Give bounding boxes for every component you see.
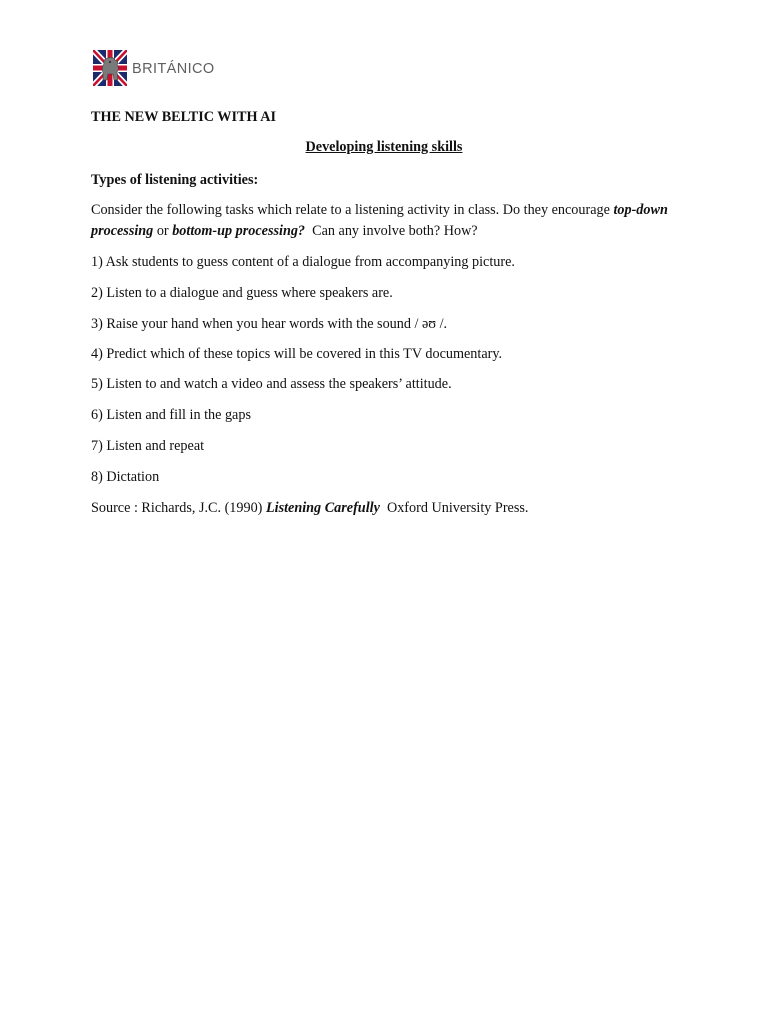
list-item: 2) Listen to a dialogue and guess where speakers are. (91, 285, 393, 301)
source-citation (91, 498, 528, 519)
britanico-logo (93, 50, 215, 86)
list-item: 8) Dictation (91, 469, 160, 485)
intro-paragraph (91, 200, 681, 242)
document-title: THE NEW BELTIC WITH AI (91, 109, 277, 125)
section-heading: Developing listening skills (305, 139, 463, 155)
source-prefix: Source : Richards, J.C. (1990) (91, 500, 266, 516)
intro-text: or (153, 223, 173, 239)
list-item: 1) Ask students to guess content of a dialogue from accompanying picture. (91, 254, 515, 270)
intro-text: Can any involve both? How? (305, 223, 478, 239)
list-item: 3) Raise your hand when you hear words with the sound / əʊ /. (91, 316, 448, 332)
intro-emphasis-top-down: top-down processing (91, 202, 668, 239)
source-suffix: Oxford University Press. (379, 500, 529, 516)
list-item: 6) Listen and fill in the gaps (91, 407, 251, 423)
list-item: 5) Listen to and watch a video and assess the speakers’ attitude. (91, 376, 452, 392)
lion-union-jack-icon (93, 50, 127, 86)
intro-emphasis-bottom-up: bottom-up processing? (172, 223, 306, 239)
subheading: Types of listening activities: (91, 172, 259, 188)
intro-text: Consider the following tasks which relate to a listening activity in class. Do they encourage (91, 202, 614, 218)
list-item: 4) Predict which of these topics will be covered in this TV documentary. (91, 346, 503, 362)
source-book-title: Listening Carefully (265, 500, 380, 516)
list-item: 7) Listen and repeat (91, 438, 205, 454)
logo-text: BRITÁNICO (132, 61, 215, 77)
